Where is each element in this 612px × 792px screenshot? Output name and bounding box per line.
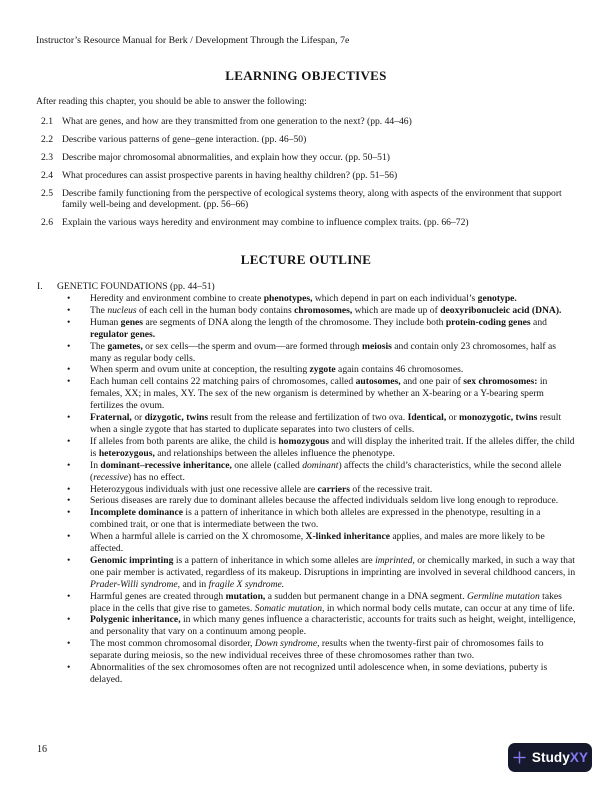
outline-bullet: • The most common chromosomal disorder, Down syndrome, results when the twenty-first pair of chromosomes fails to separate during meiosis, so the new individual receives three of these chromosomes rather than two. — [36, 638, 576, 662]
outline-bullet: • Heredity and environment combine to create phenotypes, which depend in part on each individual’s genotype. — [36, 293, 576, 305]
studyxy-logo — [508, 743, 592, 772]
objective-number: 2.4 — [41, 169, 53, 181]
objective-item — [36, 134, 576, 146]
outline-bullet: • Each human cell contains 22 matching pairs of chromosomes, called autosomes, and one pair of sex chromosomes: in females, XX; in males, XY. The sex of the new organism is determined by whether an X-bearing or a Y-bearing sperm fertilizes the ovum. — [36, 376, 576, 412]
learning-objectives-title: LEARNING OBJECTIVES — [225, 68, 387, 83]
outline-heading-text: GENETIC FOUNDATIONS (pp. 44–51) — [57, 281, 215, 292]
page-number: 16 — [37, 744, 47, 755]
outline-bullet: • Fraternal, or dizygotic, twins result from the release and fertilization of two ova. Identical, or monozygotic, twins result when a single zygote that has started to duplicate separates into two clusters of cells. — [36, 412, 576, 436]
outline-bullet: • Serious diseases are rarely due to dominant alleles because the affected individuals seldom live long enough to reproduce. — [36, 495, 576, 507]
objective-number: 2.5 — [41, 187, 53, 199]
outline-bullet-list — [36, 293, 576, 686]
outline-bullet: • Abnormalities of the sex chromosomes often are not recognized until adolescence when, in some deviations, puberty is delayed. — [36, 662, 576, 686]
objective-item — [36, 170, 576, 182]
logo-text-primary: Study — [531, 750, 570, 765]
outline-bullet: • Polygenic inheritance, in which many genes influence a characteristic, accounts for traits such as height, weight, intelligence, and personality that vary on a continuum among people. — [36, 614, 576, 638]
outline-bullet: • The gametes, or sex cells—the sperm and ovum—are formed through meiosis and contain only 23 chromosomes, half as many as regular body cells. — [36, 341, 576, 365]
logo-text — [532, 750, 588, 765]
objectives-list — [36, 116, 576, 229]
objective-item — [36, 188, 576, 211]
outline-bullet: • When sperm and ovum unite at conception, the resulting zygote again contains 46 chromosomes. — [36, 364, 576, 376]
objective-number: 2.3 — [41, 151, 53, 163]
objective-text: Describe major chromosomal abnormalities, and explain how they occur. (pp. 50–51) — [62, 151, 390, 163]
objective-text: What are genes, and how are they transmitted from one generation to the next? (pp. 44–46) — [62, 115, 412, 127]
outline-bullet: • In dominant–recessive inheritance, one allele (called dominant) affects the child’s characteristics, while the second allele (recessive) has no effect. — [36, 460, 576, 484]
lecture-outline-title: LECTURE OUTLINE — [240, 251, 372, 267]
outline-bullet: • Heterozygous individuals with just one recessive allele are carriers of the recessive trait. — [36, 484, 576, 496]
objective-item — [36, 116, 576, 128]
outline-bullet: • Genomic imprinting is a pattern of inheritance in which some alleles are imprinted, or chemically marked, in such a way that one pair member is activated, regardless of its makeup. Disruptions in imprinting are involved in several childhood cancers, in Prader-Willi syndrome, and in fragile X syndrome. — [36, 555, 576, 591]
objective-number: 2.2 — [41, 133, 53, 145]
objective-number: 2.1 — [41, 115, 53, 127]
outline-bullet: • When a harmful allele is carried on the X chromosome, X-linked inheritance applies, and males are more likely to be affected. — [36, 531, 576, 555]
outline-bullet: • If alleles from both parents are alike, the child is homozygous and will display the inherited trait. If the alleles differ, the child is heterozygous, and relationships between the alleles influence the phenotype. — [36, 436, 576, 460]
objective-text: What procedures can assist prospective parents in having healthy children? (pp. 51–56) — [62, 169, 398, 181]
intro-text: After reading this chapter, you should be able to answer the following: — [36, 96, 307, 107]
outline-section-heading — [36, 281, 576, 293]
outline-bullet: • Human genes are segments of DNA along the length of the chromosome. They include both protein-coding genes and regulator genes. — [36, 317, 576, 341]
outline-bullet: • Harmful genes are created through mutation, a sudden but permanent change in a DNA segment. Germline mutation takes place in the cells that give rise to gametes. Somatic mutation, in which normal body cells mutate, can occur at any time of life. — [36, 591, 576, 615]
outline-bullet: • Incomplete dominance is a pattern of inheritance in which both alleles are expressed in the phenotype, resulting in a combined trait, or one that is intermediate between the two. — [36, 507, 576, 531]
running-header: Instructor’s Resource Manual for Berk / Development Through the Lifespan, 7e — [36, 35, 350, 46]
objective-item — [36, 152, 576, 164]
objective-item — [36, 217, 576, 229]
outline-numeral: I. — [37, 281, 43, 292]
logo-text-accent: XY — [569, 750, 589, 765]
objective-text: Explain the various ways heredity and environment may combine to influence complex traits. (pp. 66–72) — [62, 217, 469, 228]
plus-icon — [512, 750, 527, 765]
objective-number: 2.6 — [41, 217, 53, 228]
objective-text: Describe various patterns of gene–gene interaction. (pp. 46–50) — [62, 133, 307, 145]
objective-text: Describe family functioning from the perspective of ecological systems theory, along with aspects of the environment that support family well-being and development. (pp. 56–66) — [62, 187, 562, 210]
outline-bullet: • The nucleus of each cell in the human body contains chromosomes, which are made up of deoxyribonucleic acid (DNA). — [36, 305, 576, 317]
